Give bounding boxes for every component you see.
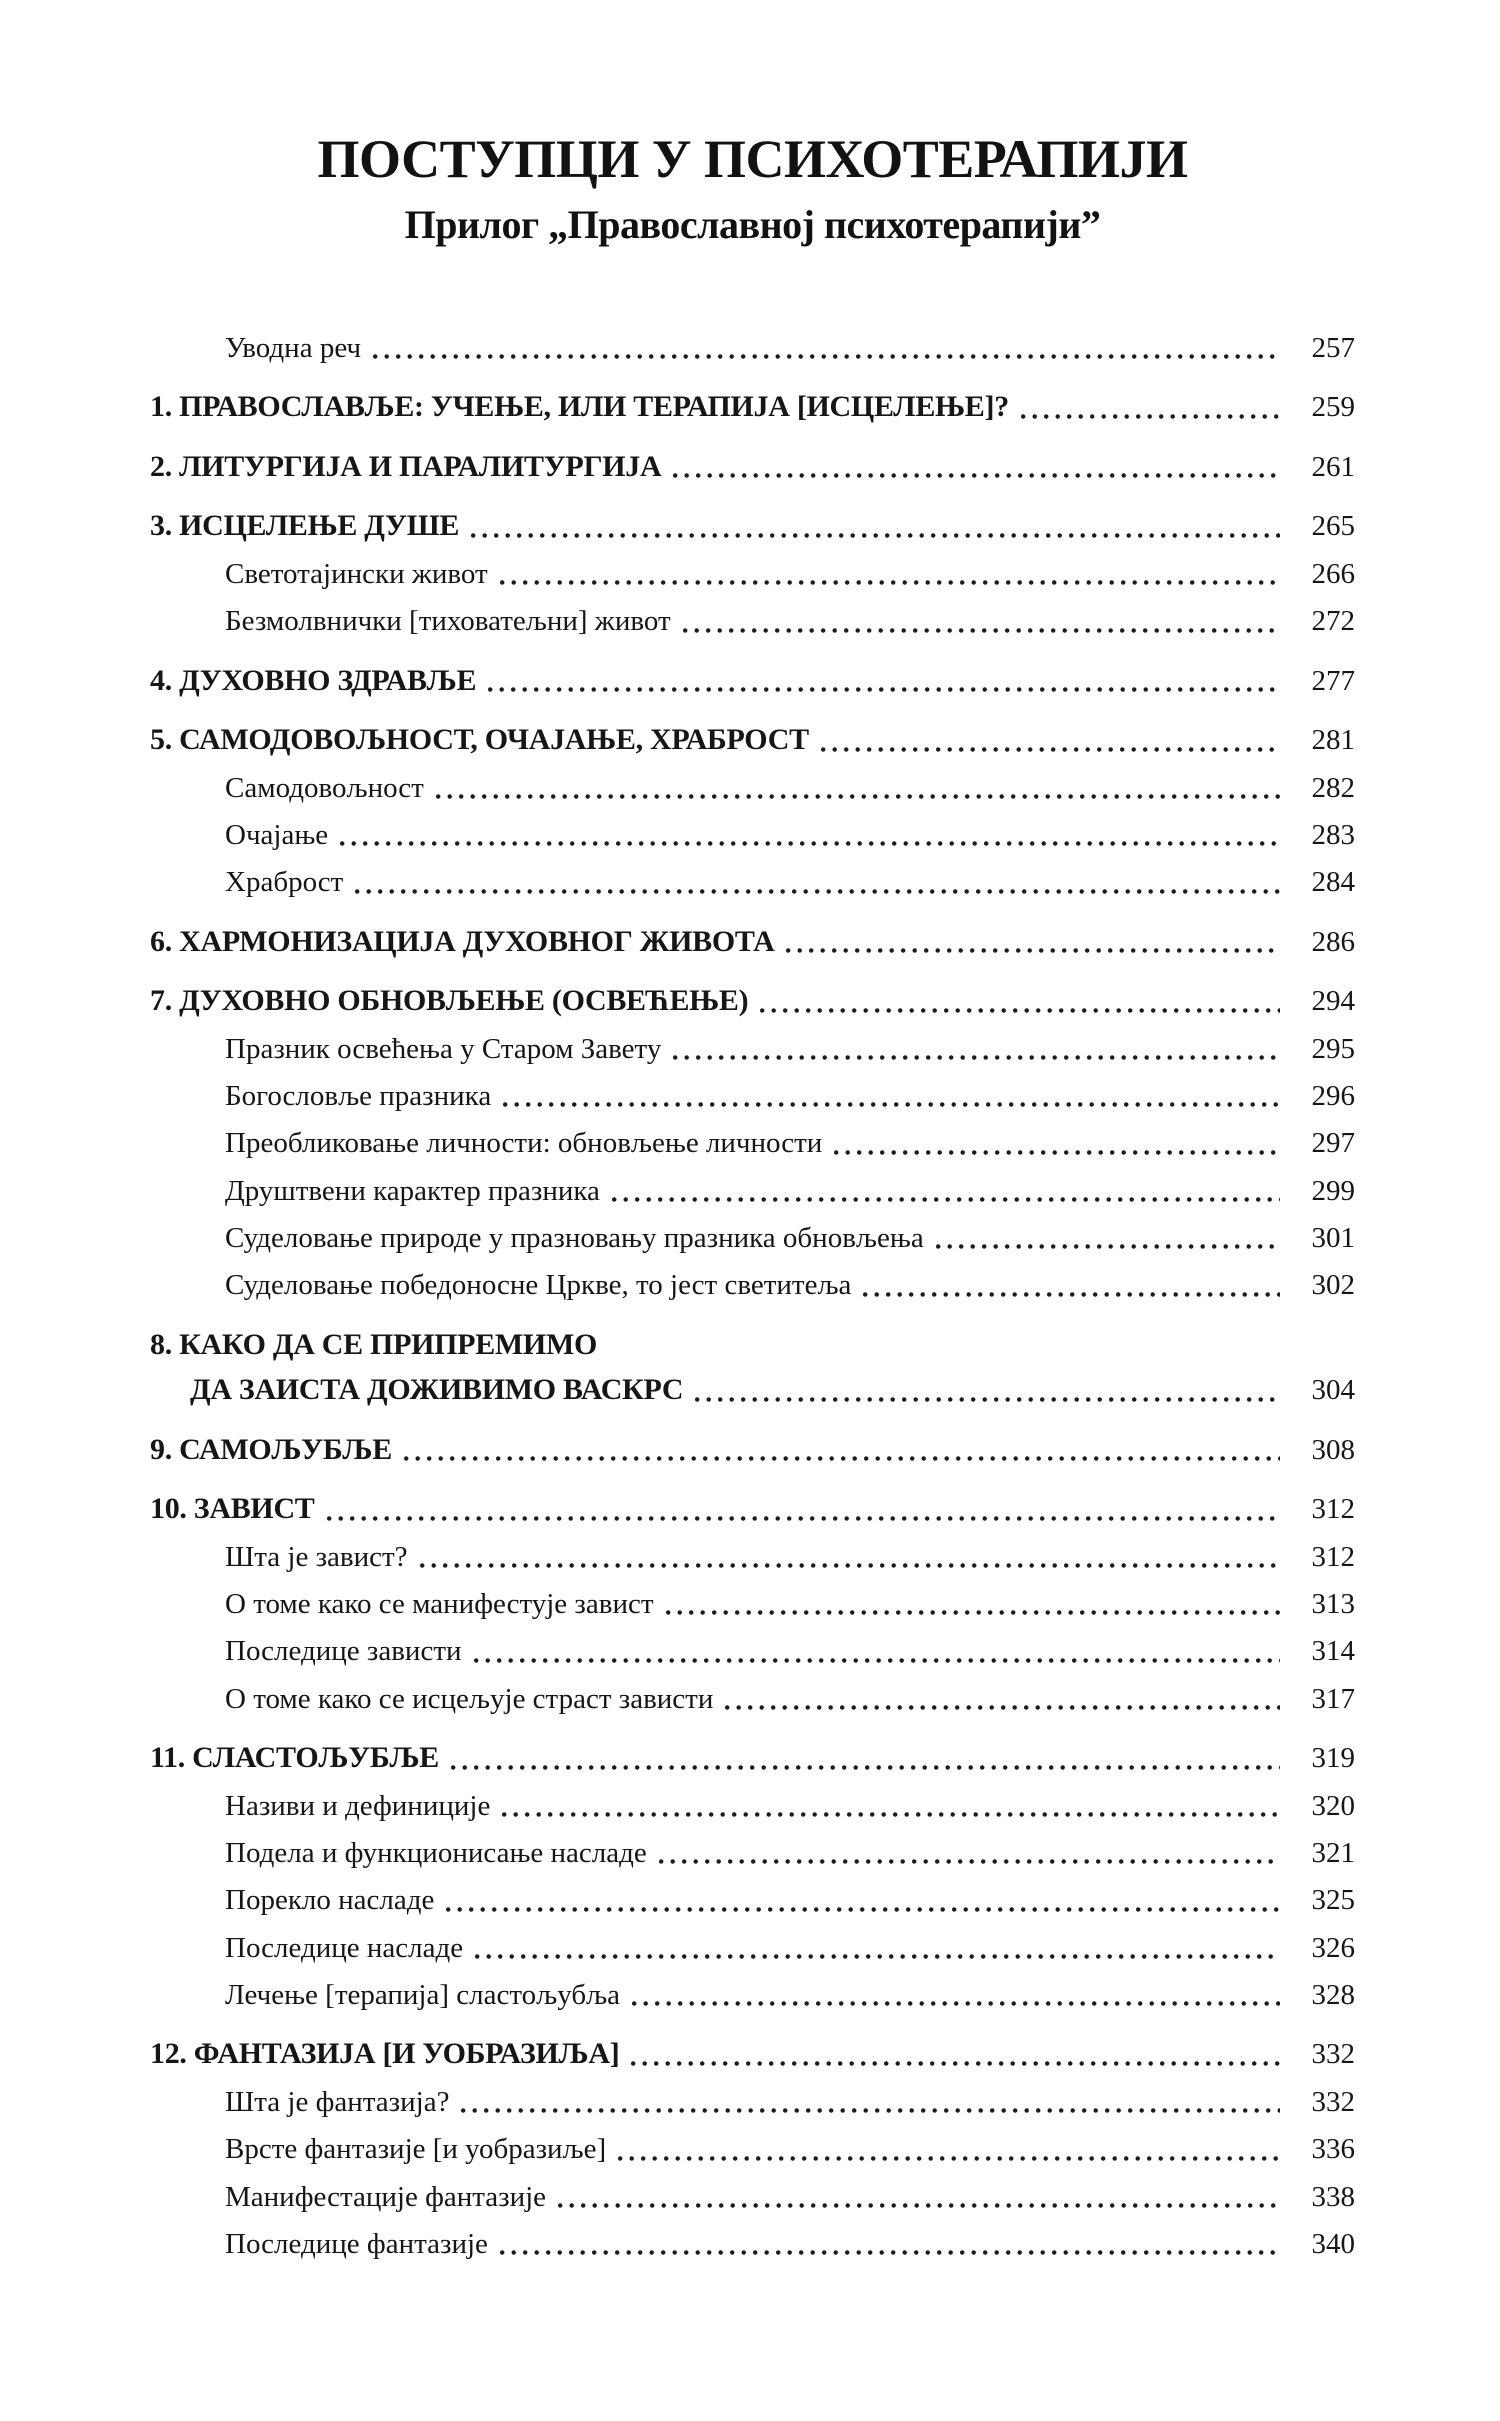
dot-leader (488, 687, 1280, 692)
toc-entry-label: 4. ДУХОВНО ЗДРАВЉЕ (150, 663, 477, 697)
toc-entry (150, 1269, 1355, 1302)
toc-entry (150, 1790, 1355, 1823)
toc-entry (150, 1588, 1355, 1621)
dot-leader (451, 1765, 1280, 1770)
dot-leader (673, 473, 1280, 478)
toc-entry-page: 259 (1311, 391, 1355, 424)
toc-entry-page: 257 (1311, 332, 1355, 365)
toc-entry-page: 295 (1311, 1032, 1355, 1065)
toc-entry-label: Порекло насладе (225, 1884, 435, 1917)
toc-entry-page: 272 (1311, 605, 1355, 638)
dot-leader (760, 1008, 1280, 1013)
toc-entry (150, 1175, 1355, 1208)
toc-entry-label: 2. ЛИТУРГИЈА И ПАРАЛИТУРГИЈА (150, 449, 662, 483)
toc-entry-page: 312 (1311, 1493, 1355, 1526)
toc-entry-page: 320 (1311, 1789, 1355, 1822)
dot-leader (666, 1610, 1280, 1615)
dot-leader (446, 1907, 1280, 1912)
toc-entry-page: 302 (1311, 1269, 1355, 1302)
toc-entry-page: 296 (1311, 1080, 1355, 1112)
toc-entry-page: 332 (1311, 2085, 1355, 2118)
toc-entry-label: Последице насладе (225, 1931, 464, 1964)
toc-entry-label: Манифестације фантазије (225, 2180, 547, 2213)
toc-entry-page: 294 (1311, 985, 1355, 1018)
toc-entry-label: 1. ПРАВОСЛАВЉЕ: УЧЕЊЕ, ИЛИ ТЕРАПИЈА [ИСЦЕЛЕЊЕ]? (150, 390, 1009, 424)
toc-entry-page: 281 (1311, 724, 1355, 757)
toc-entry-label: Очајање (225, 818, 329, 851)
dot-leader (404, 1456, 1280, 1461)
toc-entry-label: 12. ФАНТАЗИЈА [И УОБРАЗИЉА] (150, 2037, 620, 2071)
toc-entry-label: 9. САМОЉУБЉЕ (150, 1432, 392, 1466)
toc-entry (150, 2133, 1355, 2166)
dot-leader (1021, 414, 1280, 419)
toc-entry-label: Безмолвнички [тиховатељни] живот (225, 605, 671, 638)
toc-entry-page: 266 (1311, 557, 1355, 590)
toc-entry-page: 338 (1311, 2180, 1355, 2213)
toc-entry (150, 1033, 1355, 1066)
dot-leader (632, 2001, 1280, 2006)
toc-entry-page: 340 (1311, 2227, 1355, 2260)
dot-leader (683, 628, 1280, 633)
toc-entry (150, 390, 1355, 425)
dot-leader (340, 841, 1280, 846)
toc-entry-page: 301 (1311, 1222, 1355, 1255)
toc-entry (150, 2086, 1355, 2119)
dot-leader (834, 1150, 1280, 1155)
dot-leader (618, 2156, 1280, 2161)
toc-entry (150, 2181, 1355, 2214)
toc-entry-label: Подела и функционисање насладе (225, 1836, 647, 1869)
toc-entry-page: 284 (1311, 866, 1355, 899)
toc-entry-label: 10. ЗАВИСТ (150, 1492, 315, 1526)
toc-entry (150, 1635, 1355, 1668)
toc-entry (150, 1127, 1355, 1160)
toc-entry (150, 1080, 1355, 1113)
toc-entry-label: Врсте фантазије [и уобразиље] (225, 2133, 607, 2166)
toc-entry-label: 5. САМОДОВОЉНОСТ, ОЧАЈАЊЕ, ХРАБРОСТ (150, 723, 809, 757)
toc-entry-page: 317 (1311, 1682, 1355, 1715)
toc-entry-label: Шта је фантазија? (225, 2085, 450, 2118)
toc-entry-label: 8. КАКО ДА СЕ ПРИПРЕМИМО (150, 1327, 598, 1361)
toc-entry-label: 11. СЛАСТОЉУБЉЕ (150, 1741, 439, 1775)
dot-leader (355, 889, 1280, 894)
toc-entry (150, 1932, 1355, 1965)
toc-entry (150, 819, 1355, 852)
dot-leader (863, 1292, 1280, 1297)
toc-entry-label: Суделовање природе у празновању празника обновљења (225, 1222, 924, 1255)
dot-leader (502, 1812, 1280, 1817)
dot-leader (725, 1705, 1280, 1710)
toc-entry (150, 1683, 1355, 1716)
toc-entry-label: Шта је завист? (225, 1540, 408, 1573)
toc-entry-label: О томе како се манифестује завист (225, 1588, 654, 1621)
toc-entry (150, 664, 1355, 699)
toc-entry-page: 328 (1311, 1978, 1355, 2011)
toc-entry-page: 261 (1311, 450, 1355, 483)
dot-leader (821, 747, 1280, 752)
toc-entry-page: 299 (1311, 1174, 1355, 1207)
toc-entry-page: 332 (1311, 2038, 1355, 2071)
dot-leader (474, 1658, 1280, 1663)
toc-entry (150, 1541, 1355, 1574)
dot-leader (936, 1244, 1280, 1249)
toc-entry-label: ДА ЗАИСТА ДОЖИВИМО ВАСКРС (190, 1373, 684, 1407)
toc-entry-page: 336 (1311, 2133, 1355, 2166)
toc-entry (150, 2037, 1355, 2072)
dot-leader (373, 354, 1280, 359)
toc-entry (150, 723, 1355, 758)
dot-leader (471, 533, 1280, 538)
dot-leader (558, 2203, 1280, 2208)
toc-entry (150, 1222, 1355, 1255)
toc-entry-label: Празник освећења у Старом Завету (225, 1032, 662, 1065)
dot-leader (631, 2061, 1280, 2066)
dot-leader (500, 2250, 1280, 2255)
toc-entry-page: 325 (1311, 1884, 1355, 1917)
toc-entry (150, 332, 1355, 365)
toc-entry (150, 866, 1355, 899)
dot-leader (420, 1563, 1280, 1568)
page-title: ПОСТУПЦИ У ПСИХОТЕРАПИЈИ (317, 129, 1188, 189)
toc-entry-page: 265 (1311, 510, 1355, 543)
dot-leader (461, 2108, 1280, 2113)
page-content (150, 0, 1355, 2261)
dot-leader (327, 1516, 1280, 1521)
toc-entry-label: Преобликовање личности: обновљење личности (225, 1127, 823, 1160)
toc-entry-page: 304 (1311, 1374, 1355, 1407)
toc-entry-page: 321 (1311, 1836, 1355, 1869)
toc-entry (150, 2228, 1355, 2261)
toc-entry-label: 3. ИСЦЕЛЕЊЕ ДУШЕ (150, 509, 460, 543)
toc-entry-label: Лечење [терапија] сластољубља (225, 1978, 621, 2011)
toc-entry (150, 1433, 1355, 1468)
dot-leader (612, 1197, 1280, 1202)
toc-entry (150, 1884, 1355, 1917)
toc-entry-label: Храброст (225, 866, 344, 899)
dot-leader (659, 1859, 1280, 1864)
page-subtitle: Прилог „Православној психотерапији” (404, 202, 1101, 248)
toc-entry-page: 308 (1311, 1433, 1355, 1466)
toc-entry-label: Последице фантазије (225, 2227, 488, 2260)
toc-entry (150, 1741, 1355, 1776)
dot-leader (475, 1954, 1280, 1959)
toc-entry (150, 1492, 1355, 1527)
toc-entry-label: Светотајински живот (225, 557, 488, 590)
toc-entry-page: 314 (1311, 1635, 1355, 1668)
toc-entry (150, 1979, 1355, 2012)
toc-entry-label: Уводна реч (225, 332, 362, 365)
toc-entry-label: Називи и дефиниције (225, 1789, 491, 1822)
toc-entry (150, 509, 1355, 544)
toc-entry-label: 6. ХАРМОНИЗАЦИЈА ДУХОВНОГ ЖИВОТА (150, 924, 775, 958)
toc-entry (150, 984, 1355, 1019)
toc-entry-page: 326 (1311, 1931, 1355, 1964)
toc-entry-label: Богословље празника (225, 1080, 492, 1112)
toc-entry-page: 277 (1311, 664, 1355, 697)
toc-entry-page: 282 (1311, 771, 1355, 804)
toc-entry-label: Суделовање победоносне Цркве, то јест светитеља (225, 1269, 852, 1302)
toc-entry-label: Друштвени карактер празника (225, 1174, 600, 1207)
toc-entry-label: Самодовољност (225, 771, 424, 804)
toc-entry-label: 7. ДУХОВНО ОБНОВЉЕЊЕ (ОСВЕЋЕЊЕ) (150, 984, 749, 1018)
dot-leader (500, 580, 1280, 585)
toc-entry-label: Последице зависти (225, 1635, 462, 1668)
toc (150, 332, 1355, 2261)
toc-entry (150, 1837, 1355, 1870)
title-block (150, 0, 1355, 248)
toc-entry (150, 1328, 1355, 1363)
toc-entry (150, 450, 1355, 485)
dot-leader (695, 1397, 1280, 1402)
dot-leader (503, 1102, 1280, 1107)
toc-entry-page: 283 (1311, 818, 1355, 851)
toc-entry-page: 312 (1311, 1540, 1355, 1573)
toc-entry (150, 558, 1355, 591)
dot-leader (673, 1055, 1280, 1060)
toc-entry (150, 605, 1355, 638)
toc-entry-label: О томе како се исцељује страст зависти (225, 1682, 714, 1715)
toc-entry-page: 286 (1311, 925, 1355, 958)
toc-entry (150, 1373, 1355, 1408)
dot-leader (436, 794, 1280, 799)
toc-entry-page: 297 (1311, 1127, 1355, 1160)
toc-entry-page: 313 (1311, 1588, 1355, 1621)
dot-leader (786, 948, 1280, 953)
toc-entry (150, 772, 1355, 805)
toc-entry (150, 925, 1355, 960)
toc-entry-page: 319 (1311, 1742, 1355, 1775)
